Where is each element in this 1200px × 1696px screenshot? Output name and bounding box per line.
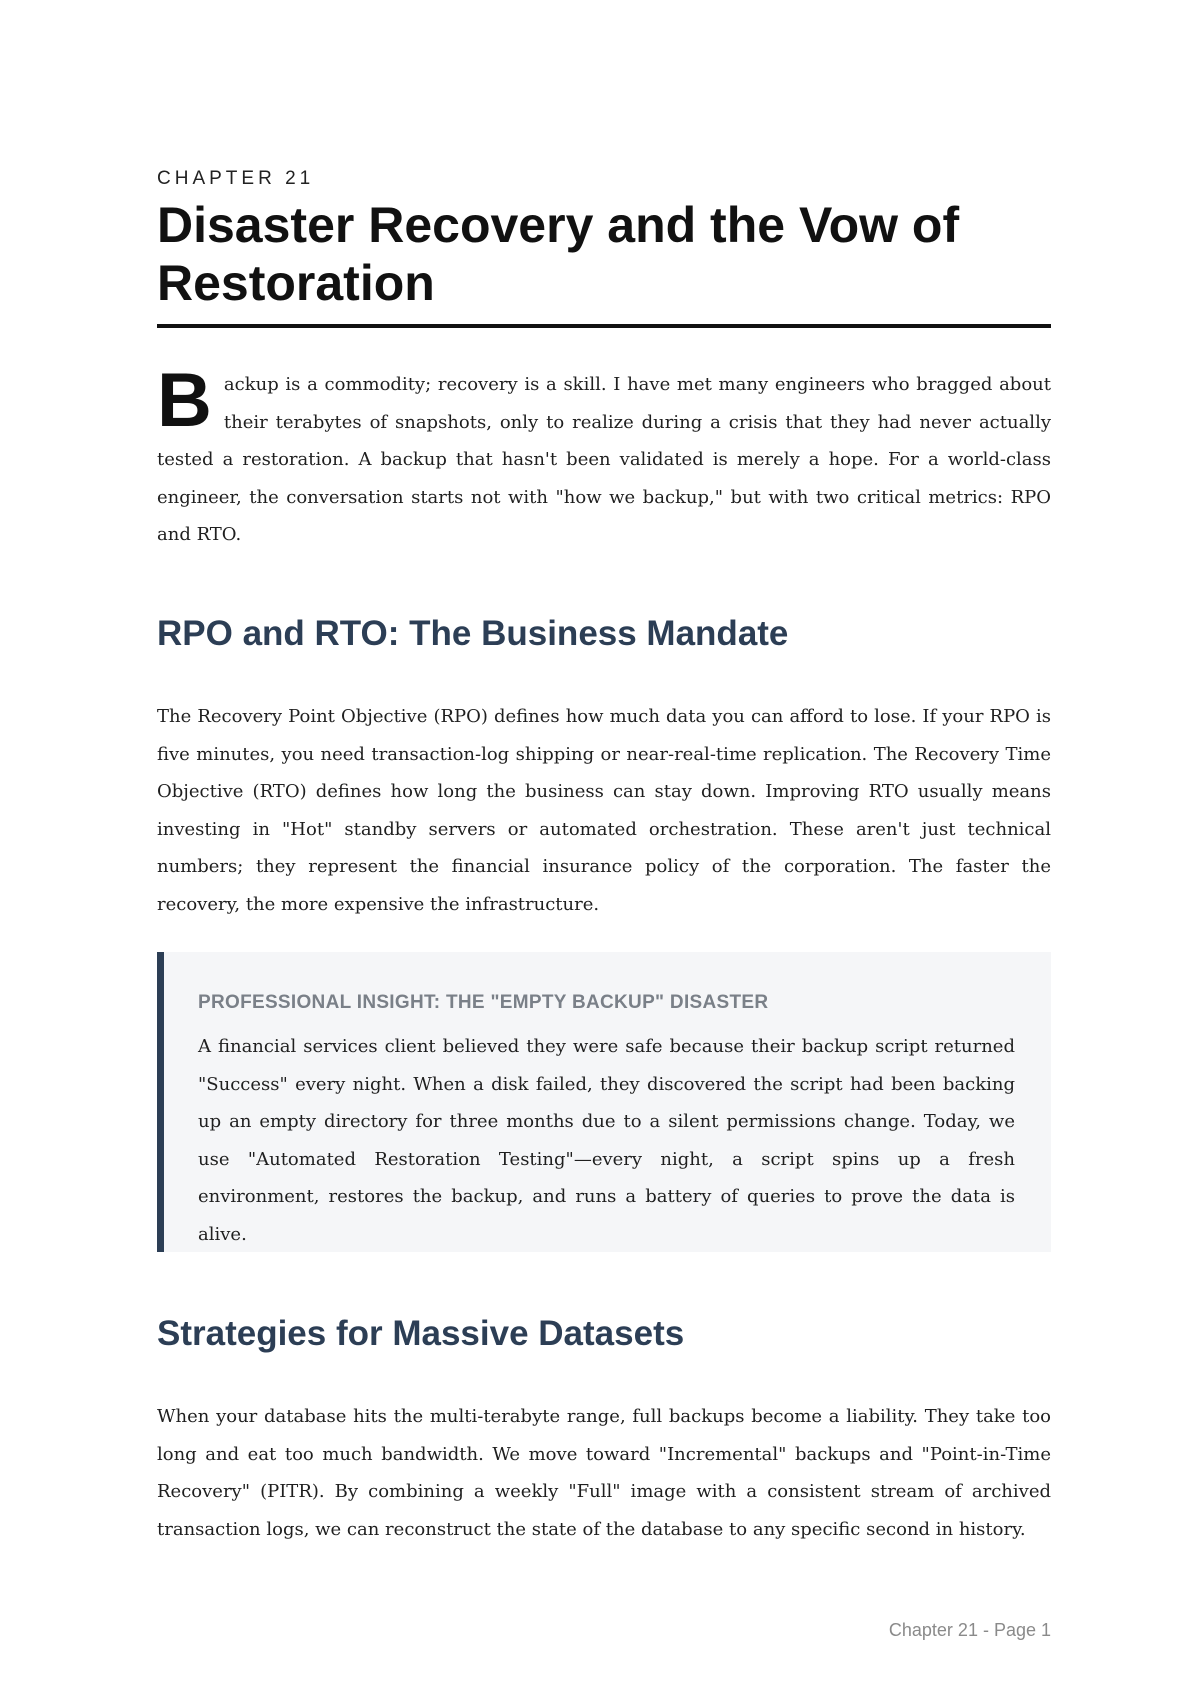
section-paragraph-rpo-rto: The Recovery Point Objective (RPO) defines how much data you can afford to lose. If your RPO is five minutes, you need transaction-log shipping or near-real-time replication. The Recovery Time Objective (RTO) defines how long the business can stay down. Improving RTO usually means investing in "Hot" standby servers or automated orchestration. These aren't just technical numbers; they represent the financial insurance policy of the corporation. The faster the recovery, the more expensive the infrastructure. xyxy=(157,706,1051,915)
section-paragraph-strategies: When your database hits the multi-terabyte range, full backups become a liability. They take too long and eat too much bandwidth. We move toward "Incremental" backups and "Point-in-Time Recovery" (PITR). By combining a weekly "Full" image with a consistent stream of archived transaction logs, we can reconstruct the state of the database to any specific second in history. xyxy=(157,1406,1051,1540)
callout-title: PROFESSIONAL INSIGHT: THE "EMPTY BACKUP" DISASTER xyxy=(198,992,769,1013)
title-divider xyxy=(157,324,1051,328)
page-number: Chapter 21 - Page 1 xyxy=(888,1620,1051,1640)
intro-text: ackup is a commodity; recovery is a skill. I have met many engineers who bragged about their terabytes of snapshots, only to realize during a crisis that they had never actually tested a restoration. A backup that hasn't been validated is merely a hope. For a world-class engineer, the conversation starts not with "how we backup," but with two critical metrics: RPO and RTO. xyxy=(157,374,1051,545)
drop-cap: B xyxy=(157,358,212,443)
intro-paragraph xyxy=(157,358,1051,554)
section-heading-strategies: Strategies for Massive Datasets xyxy=(157,1314,685,1353)
callout-text: A financial services client believed they were safe because their backup script returned "Success" every night. When a disk failed, they discovered the script had been backing up an empty directory for three months due to a silent permissions change. Today, we use "Automated Restoration Testing"—every night, a script spins up a fresh environment, restores the backup, and runs a battery of queries to prove the data is alive. xyxy=(198,1036,1015,1245)
section-heading-rpo-rto: RPO and RTO: The Business Mandate xyxy=(157,614,789,653)
chapter-label: CHAPTER 21 xyxy=(157,168,315,189)
professional-insight-callout xyxy=(157,952,1051,1252)
chapter-title: Disaster Recovery and the Vow of Restoration xyxy=(157,197,960,311)
